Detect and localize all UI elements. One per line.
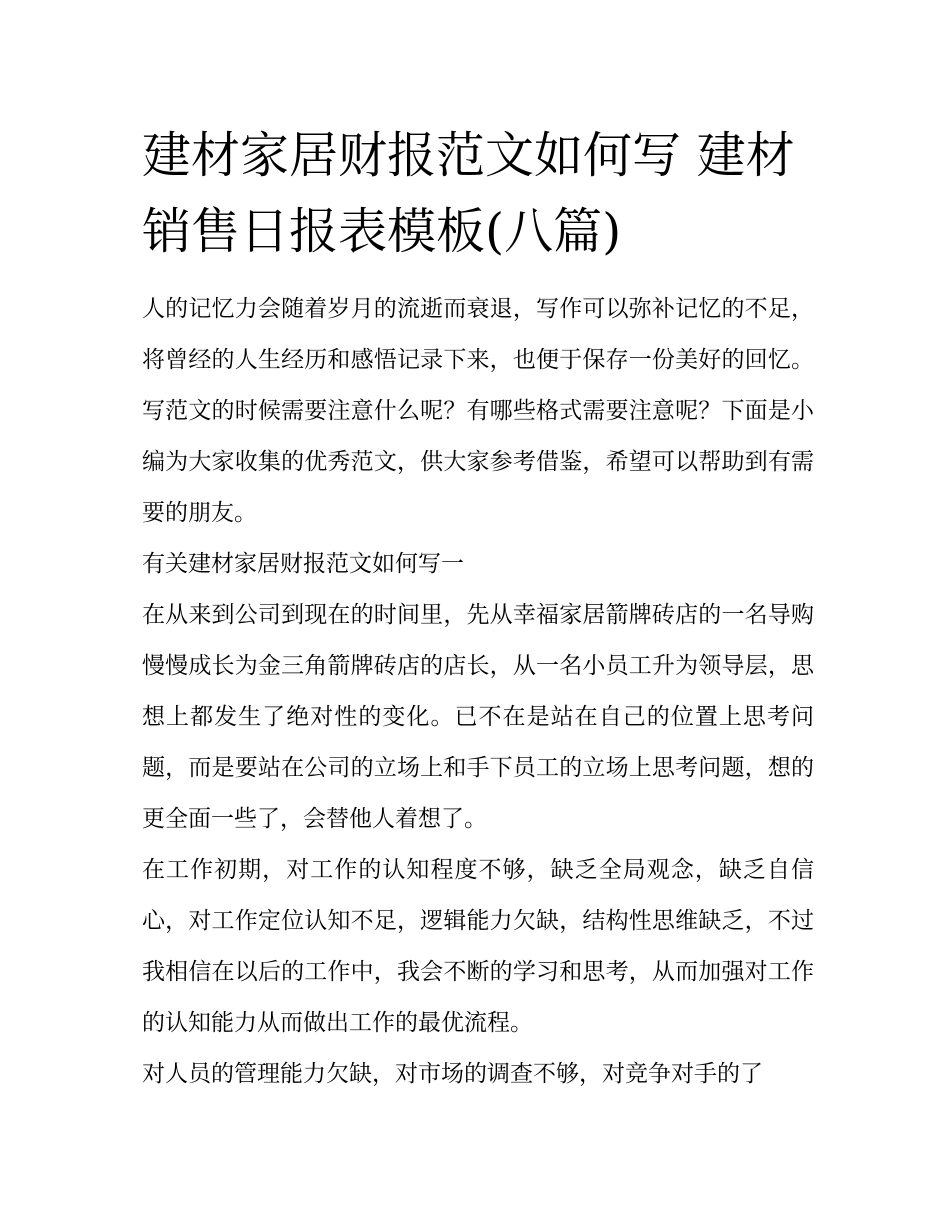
body-paragraph: 在从来到公司到现在的时间里，先从幸福家居箭牌砖店的一名导购慢慢成长为金三角箭牌砖店的店长，从一名小员工升为领导层，思想上都发生了绝对性的变化。已不在是站在自己的位置上思考问题，而是要站在公司的立场上和手下员工的立场上思考问题，想的更全面一些了，会替他人着想了。	[142, 602, 814, 832]
section-heading: 有关建材家居财报范文如何写一	[142, 551, 464, 577]
document-content	[142, 118, 814, 1100]
document-title: 建材家居财报范文如何写 建材销售日报表模板(八篇)	[142, 127, 795, 260]
body-paragraph: 在工作初期，对工作的认知程度不够，缺乏全局观念，缺乏自信心，对工作定位认知不足，逻辑能力欠缺，结构性思维缺乏，不过我相信在以后的工作中，我会不断的学习和思考，从而加强对工作的认知能力从而做出工作的最优流程。	[142, 857, 814, 1036]
intro-paragraph: 人的记忆力会随着岁月的流逝而衰退，写作可以弥补记忆的不足，将曾经的人生经历和感悟记录下来，也便于保存一份美好的回忆。写范文的时候需要注意什么呢？有哪些格式需要注意呢？下面是小编为大家收集的优秀范文，供大家参考借鉴，希望可以帮助到有需要的朋友。	[142, 296, 814, 526]
body-paragraph: 对人员的管理能力欠缺，对市场的调查不够，对竞争对手的了	[142, 1061, 763, 1087]
